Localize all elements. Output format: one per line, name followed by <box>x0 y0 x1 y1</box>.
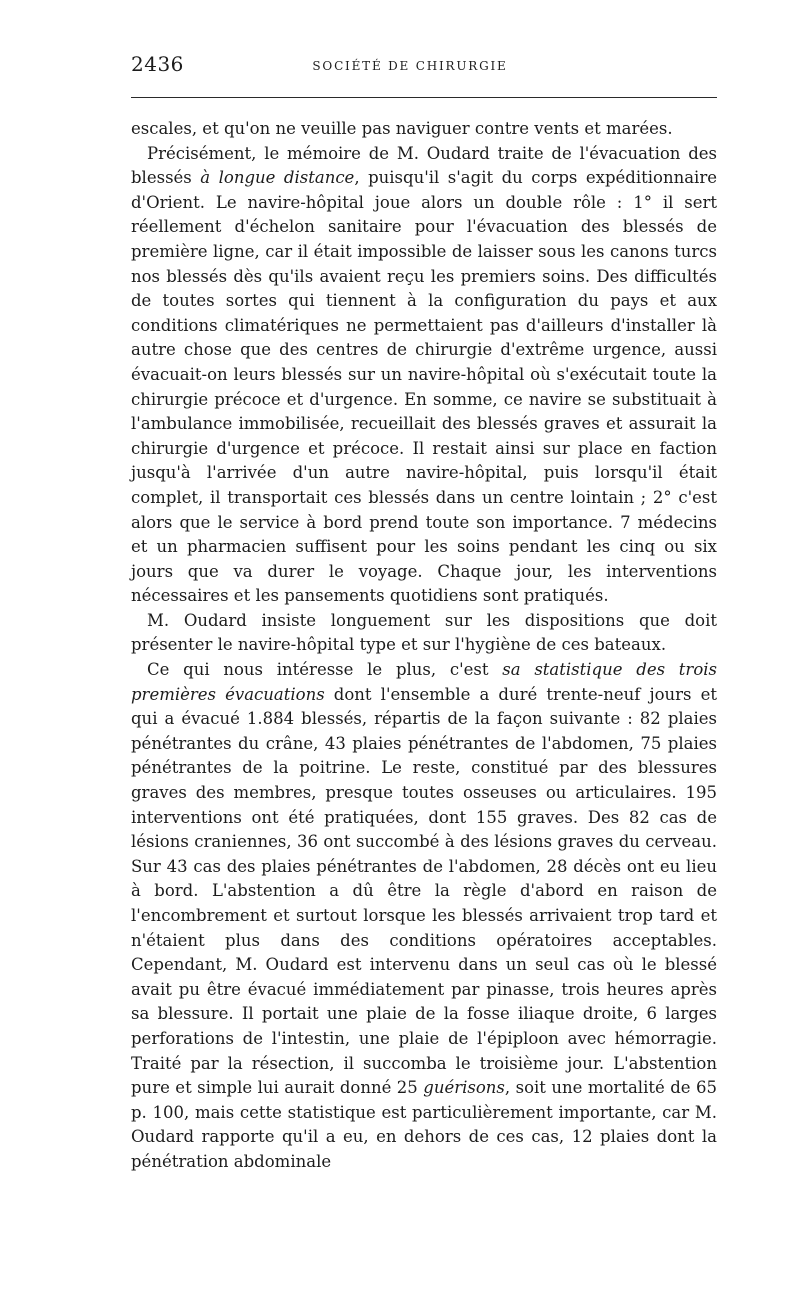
italic-text: guérisons <box>423 1078 505 1098</box>
italic-text: à longue distance <box>200 168 355 188</box>
paragraph <box>131 609 717 658</box>
paragraph <box>131 658 717 1174</box>
text-segment: escales, et qu'on ne veuille pas naviguer contre vents et marées. <box>131 119 673 138</box>
italic-text: sa statistique des trois premières évacuations <box>131 660 717 704</box>
paragraph <box>131 117 717 142</box>
text-segment: M. Oudard insiste longuement sur les dispositions que doit présenter le navire-hôpital type et sur l'hygiène de ces bateaux. <box>131 610 717 655</box>
running-title: SOCIÉTÉ DE CHIRURGIE <box>312 59 508 73</box>
text-segment: , soit une mortalité de 65 p. 100, mais cette statistique est particulièrement importante, car M. Oudard rapporte qu'il a eu, en dehors de ces cas, 12 plaies dont la pénétration abdominale <box>131 1078 717 1171</box>
header-rule <box>131 97 717 98</box>
page-number: 2436 <box>131 52 184 76</box>
text-segment: dont l'ensemble a duré trente-neuf jours et qui a évacué 1.884 blessés, répartis de la façon suivante : 82 plaies pénétrantes du crâne, 43 plaies pénétrantes de l'abdomen, 75 plaies pénétrantes de la poitrine. Le reste, constitué par des blessures graves des membres, presque toutes osseuses ou articulaires. 195 interventions ont été pratiquées, dont 155 graves. Des 82 cas de lésions craniennes, 36 ont succombé à des lésions graves du cerveau. Sur 43 cas des plaies pénétrantes de l'abdomen, 28 décès ont eu lieu à bord. L'abstention a dû être la règle d'abord en raison de l'encombrement et surtout lorsque les blessés arrivaient trop tard et n'étaient plus dans des conditions opératoires acceptables. Cependant, M. Oudard est intervenu dans un seul cas où le blessé avait pu être évacué immédiatement par pinasse, trois heures après sa blessure. Il portait une plaie de la fosse iliaque droite, 6 larges perforations de l'intestin, une plaie de l'épiploon avec hémorragie. Traité par la résection, il succomba le troisième jour. L'abstention pure et simple lui aurait donné 25 <box>131 684 717 1098</box>
text-segment: Précisément, le mémoire de M. Oudard traite de l'évacuation des blessés <box>131 143 717 188</box>
body-text <box>131 117 717 1175</box>
text-segment: Ce qui nous intéresse le plus, c'est <box>147 660 503 680</box>
paragraph <box>131 142 717 609</box>
text-segment: , puisqu'il s'agit du corps expéditionnaire d'Orient. Le navire-hôpital joue alors un double rôle : 1° il sert réellement d'échelon sanitaire pour l'évacuation des blessés de première ligne, car il était impossible de laisser sous les canons turcs nos blessés dès qu'ils avaient reçu les premiers soins. Des difficultés de toutes sortes qui tiennent à la configuration du pays et aux conditions climatériques ne permettaient pas d'ailleurs d'installer là autre chose que des centres de chirurgie d'extrême urgence, aussi évacuait-on leurs blessés sur un navire-hôpital où s'exécutait toute la chirurgie précoce et d'urgence. En somme, ce navire se substituait à l'ambulance immobilisée, recueillait des blessés graves et assurait la chirurgie d'urgence et précoce. Il restait ainsi sur place en faction jusqu'à l'arrivée d'un autre navire-hôpital, puis lorsqu'il était complet, il transportait ces blessés dans un centre lointain ; 2° c'est alors que le service à bord prend toute son importance. 7 médecins et un pharmacien suffisent pour les soins pendant les cinq ou six jours que va durer le voyage. Chaque jour, les interventions nécessaires et les pansements quotidiens sont pratiqués. <box>131 168 717 606</box>
